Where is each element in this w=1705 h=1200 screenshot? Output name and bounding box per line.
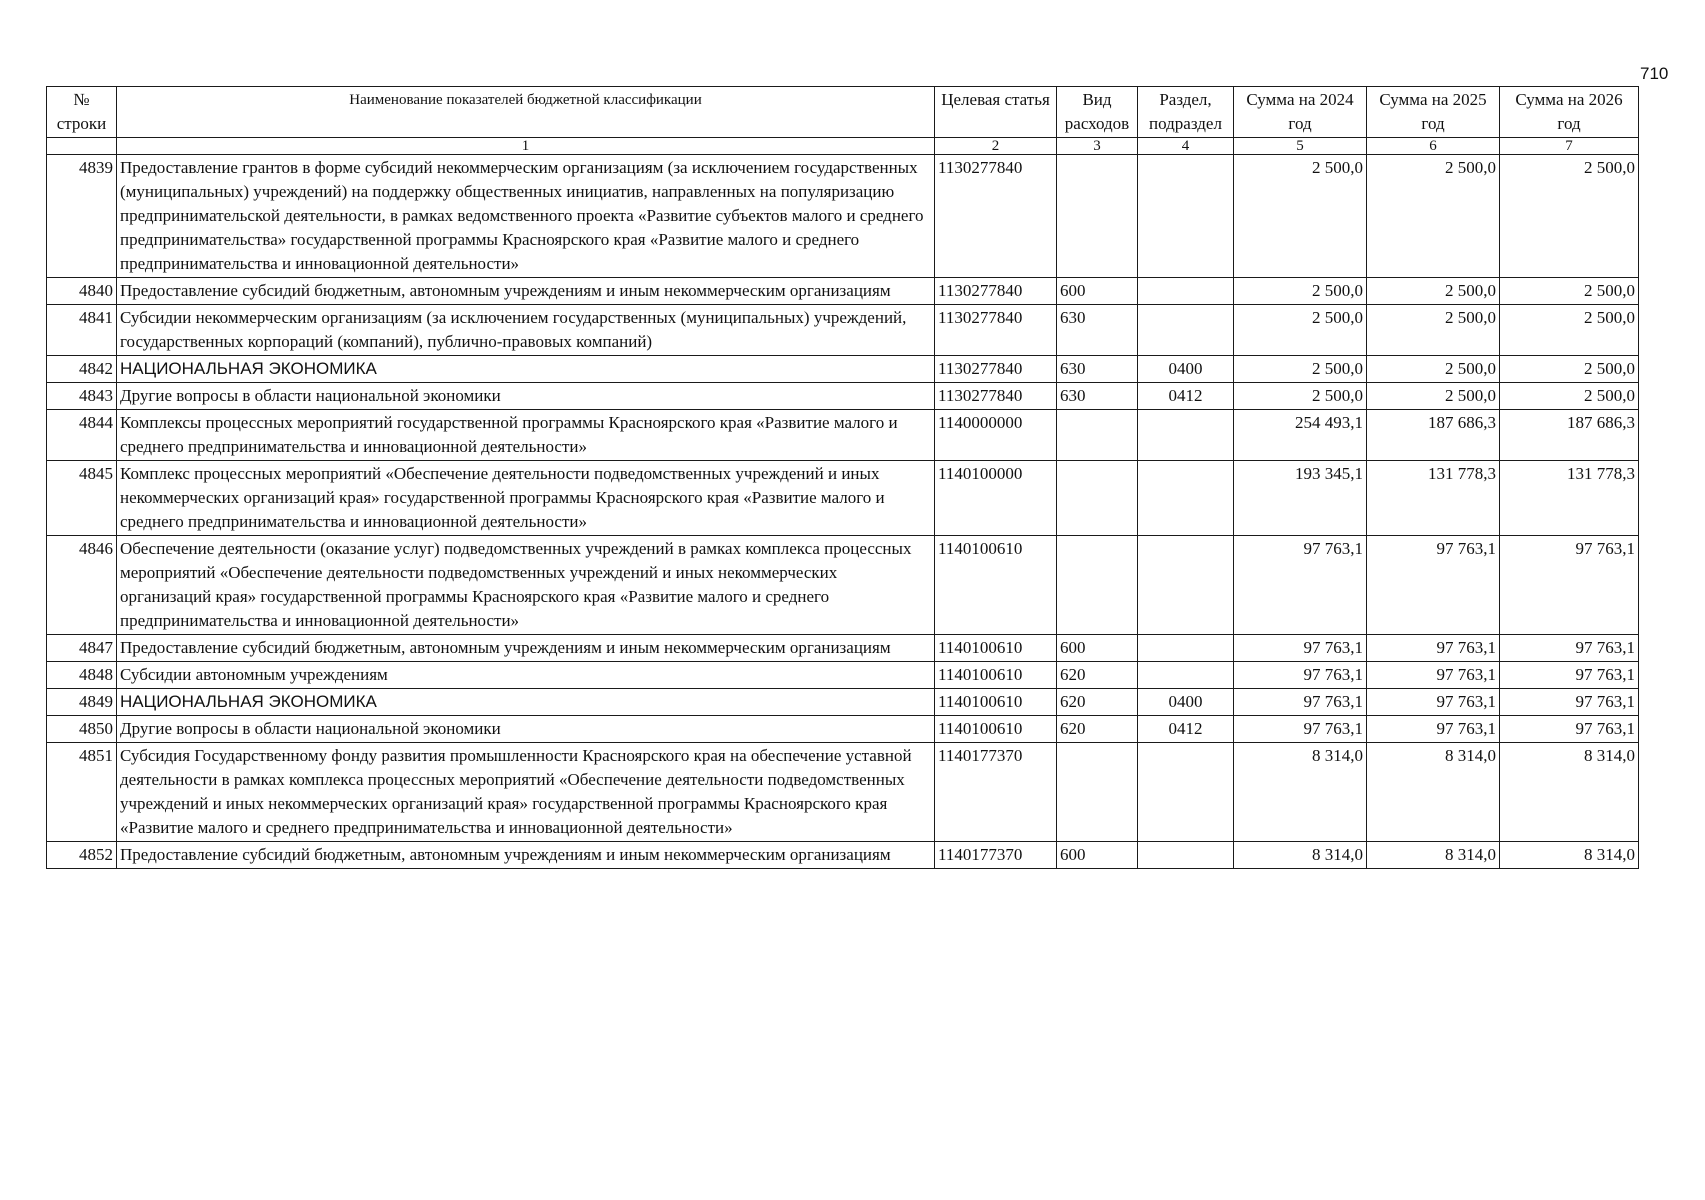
section-cell bbox=[1138, 662, 1234, 689]
sum-2024-cell: 97 763,1 bbox=[1234, 689, 1367, 716]
column-number: 7 bbox=[1500, 138, 1639, 155]
expense-type-cell: 600 bbox=[1057, 635, 1138, 662]
header-name: Наименование показателей бюджетной классификации bbox=[117, 87, 935, 138]
target-article-cell: 1140177370 bbox=[935, 842, 1057, 869]
sum-2026-cell: 97 763,1 bbox=[1500, 635, 1639, 662]
target-article-cell: 1140100610 bbox=[935, 689, 1057, 716]
expense-type-cell bbox=[1057, 536, 1138, 635]
column-number: 4 bbox=[1138, 138, 1234, 155]
section-cell bbox=[1138, 842, 1234, 869]
target-article-cell: 1130277840 bbox=[935, 305, 1057, 356]
row-name-cell: Комплекс процессных мероприятий «Обеспечение деятельности подведомственных учреждений и иных некоммерческих организаций края» государственной программы Красноярского края «Развитие малого и среднего предпринимательства и инновационной деятельности» bbox=[117, 461, 935, 536]
header-sum-2025: Сумма на 2025 год bbox=[1367, 87, 1500, 138]
section-cell: 0400 bbox=[1138, 689, 1234, 716]
row-number-cell: 4848 bbox=[47, 662, 117, 689]
section-cell bbox=[1138, 635, 1234, 662]
row-name-cell: Предоставление грантов в форме субсидий некоммерческим организациям (за исключением государственных (муниципальных) учреждений) на поддержку общественных инициатив, направленных на популяризацию предпринимательской деятельности, в рамках ведомственного проекта «Развитие субъектов малого и среднего предпринимательства» государственной программы Красноярского края «Развитие малого и среднего предпринимательства и инновационной деятельности» bbox=[117, 155, 935, 278]
sum-2024-cell: 254 493,1 bbox=[1234, 410, 1367, 461]
sum-2026-cell: 97 763,1 bbox=[1500, 662, 1639, 689]
row-number-cell: 4845 bbox=[47, 461, 117, 536]
column-number: 3 bbox=[1057, 138, 1138, 155]
target-article-cell: 1140177370 bbox=[935, 743, 1057, 842]
section-cell: 0412 bbox=[1138, 383, 1234, 410]
sum-2025-cell: 2 500,0 bbox=[1367, 155, 1500, 278]
section-cell bbox=[1138, 743, 1234, 842]
budget-sheet bbox=[46, 86, 1639, 869]
row-name-cell: Предоставление субсидий бюджетным, автономным учреждениям и иным некоммерческим организациям bbox=[117, 278, 935, 305]
row-number-cell: 4850 bbox=[47, 716, 117, 743]
target-article-cell: 1140100610 bbox=[935, 662, 1057, 689]
sum-2025-cell: 97 763,1 bbox=[1367, 716, 1500, 743]
table-row bbox=[47, 155, 1639, 278]
expense-type-cell: 630 bbox=[1057, 356, 1138, 383]
section-cell bbox=[1138, 536, 1234, 635]
table-body bbox=[47, 155, 1639, 869]
row-name-cell: Предоставление субсидий бюджетным, автономным учреждениям и иным некоммерческим организациям bbox=[117, 842, 935, 869]
sum-2024-cell: 97 763,1 bbox=[1234, 536, 1367, 635]
section-cell bbox=[1138, 410, 1234, 461]
expense-type-cell bbox=[1057, 461, 1138, 536]
expense-type-cell bbox=[1057, 155, 1138, 278]
expense-type-cell bbox=[1057, 410, 1138, 461]
sum-2024-cell: 97 763,1 bbox=[1234, 716, 1367, 743]
table-row bbox=[47, 743, 1639, 842]
sum-2024-cell: 193 345,1 bbox=[1234, 461, 1367, 536]
sum-2026-cell: 2 500,0 bbox=[1500, 356, 1639, 383]
column-number: 6 bbox=[1367, 138, 1500, 155]
expense-type-cell: 630 bbox=[1057, 305, 1138, 356]
row-number-cell: 4849 bbox=[47, 689, 117, 716]
row-number-cell: 4851 bbox=[47, 743, 117, 842]
expense-type-cell: 630 bbox=[1057, 383, 1138, 410]
target-article-cell: 1130277840 bbox=[935, 383, 1057, 410]
sum-2025-cell: 97 763,1 bbox=[1367, 536, 1500, 635]
row-name-cell: НАЦИОНАЛЬНАЯ ЭКОНОМИКА bbox=[117, 356, 935, 383]
sum-2026-cell: 187 686,3 bbox=[1500, 410, 1639, 461]
row-name-cell: Комплексы процессных мероприятий государственной программы Красноярского края «Развитие малого и среднего предпринимательства и инновационной деятельности» bbox=[117, 410, 935, 461]
expense-type-cell: 620 bbox=[1057, 689, 1138, 716]
row-number-cell: 4844 bbox=[47, 410, 117, 461]
table-row bbox=[47, 356, 1639, 383]
header-row-no: № строки bbox=[47, 87, 117, 138]
sum-2024-cell: 97 763,1 bbox=[1234, 635, 1367, 662]
header-section: Раздел, подраздел bbox=[1138, 87, 1234, 138]
row-number-cell: 4852 bbox=[47, 842, 117, 869]
table-row bbox=[47, 383, 1639, 410]
sum-2024-cell: 8 314,0 bbox=[1234, 842, 1367, 869]
sum-2026-cell: 97 763,1 bbox=[1500, 536, 1639, 635]
column-number bbox=[47, 138, 117, 155]
row-name-cell: Другие вопросы в области национальной экономики bbox=[117, 383, 935, 410]
row-name-cell: Другие вопросы в области национальной экономики bbox=[117, 716, 935, 743]
row-number-cell: 4841 bbox=[47, 305, 117, 356]
sum-2025-cell: 2 500,0 bbox=[1367, 278, 1500, 305]
row-number-cell: 4847 bbox=[47, 635, 117, 662]
table-row bbox=[47, 689, 1639, 716]
expense-type-cell: 600 bbox=[1057, 842, 1138, 869]
table-row bbox=[47, 461, 1639, 536]
row-name-cell: Обеспечение деятельности (оказание услуг) подведомственных учреждений в рамках комплекса процессных мероприятий «Обеспечение деятельности подведомственных учреждений и иных некоммерческих организаций края» государственной программы Красноярского края «Развитие малого и среднего предпринимательства и инновационной деятельности» bbox=[117, 536, 935, 635]
sum-2024-cell: 2 500,0 bbox=[1234, 305, 1367, 356]
sum-2026-cell: 2 500,0 bbox=[1500, 305, 1639, 356]
sum-2024-cell: 2 500,0 bbox=[1234, 383, 1367, 410]
target-article-cell: 1140100610 bbox=[935, 716, 1057, 743]
sum-2025-cell: 187 686,3 bbox=[1367, 410, 1500, 461]
target-article-cell: 1140100610 bbox=[935, 536, 1057, 635]
section-cell: 0400 bbox=[1138, 356, 1234, 383]
sum-2026-cell: 97 763,1 bbox=[1500, 689, 1639, 716]
sum-2025-cell: 8 314,0 bbox=[1367, 743, 1500, 842]
sum-2025-cell: 2 500,0 bbox=[1367, 305, 1500, 356]
sum-2024-cell: 2 500,0 bbox=[1234, 155, 1367, 278]
table-row bbox=[47, 842, 1639, 869]
column-number: 1 bbox=[117, 138, 935, 155]
row-name-cell: Субсидии автономным учреждениям bbox=[117, 662, 935, 689]
table-row bbox=[47, 305, 1639, 356]
header-sum-2026: Сумма на 2026 год bbox=[1500, 87, 1639, 138]
sum-2025-cell: 2 500,0 bbox=[1367, 383, 1500, 410]
sum-2025-cell: 97 763,1 bbox=[1367, 635, 1500, 662]
sum-2024-cell: 97 763,1 bbox=[1234, 662, 1367, 689]
table-row bbox=[47, 635, 1639, 662]
target-article-cell: 1130277840 bbox=[935, 278, 1057, 305]
target-article-cell: 1130277840 bbox=[935, 356, 1057, 383]
sum-2026-cell: 97 763,1 bbox=[1500, 716, 1639, 743]
sum-2026-cell: 8 314,0 bbox=[1500, 842, 1639, 869]
sum-2025-cell: 131 778,3 bbox=[1367, 461, 1500, 536]
column-number: 2 bbox=[935, 138, 1057, 155]
page-number: 710 bbox=[1640, 64, 1669, 83]
row-number-cell: 4839 bbox=[47, 155, 117, 278]
sum-2026-cell: 131 778,3 bbox=[1500, 461, 1639, 536]
sum-2026-cell: 2 500,0 bbox=[1500, 155, 1639, 278]
sum-2025-cell: 97 763,1 bbox=[1367, 689, 1500, 716]
sum-2026-cell: 2 500,0 bbox=[1500, 278, 1639, 305]
sum-2024-cell: 2 500,0 bbox=[1234, 278, 1367, 305]
budget-table bbox=[46, 86, 1639, 869]
header-row bbox=[47, 87, 1639, 138]
sum-2026-cell: 2 500,0 bbox=[1500, 383, 1639, 410]
row-name-cell: Предоставление субсидий бюджетным, автономным учреждениям и иным некоммерческим организациям bbox=[117, 635, 935, 662]
section-cell bbox=[1138, 461, 1234, 536]
column-number: 5 bbox=[1234, 138, 1367, 155]
section-cell: 0412 bbox=[1138, 716, 1234, 743]
table-row bbox=[47, 536, 1639, 635]
header-expense-type: Вид расходов bbox=[1057, 87, 1138, 138]
target-article-cell: 1130277840 bbox=[935, 155, 1057, 278]
expense-type-cell: 620 bbox=[1057, 662, 1138, 689]
expense-type-cell bbox=[1057, 743, 1138, 842]
row-number-cell: 4843 bbox=[47, 383, 117, 410]
table-row bbox=[47, 716, 1639, 743]
expense-type-cell: 620 bbox=[1057, 716, 1138, 743]
row-number-cell: 4846 bbox=[47, 536, 117, 635]
column-number-row bbox=[47, 138, 1639, 155]
target-article-cell: 1140000000 bbox=[935, 410, 1057, 461]
section-cell bbox=[1138, 305, 1234, 356]
sum-2024-cell: 8 314,0 bbox=[1234, 743, 1367, 842]
sum-2026-cell: 8 314,0 bbox=[1500, 743, 1639, 842]
row-number-cell: 4842 bbox=[47, 356, 117, 383]
section-cell bbox=[1138, 278, 1234, 305]
table-row bbox=[47, 278, 1639, 305]
row-name-cell: Субсидия Государственному фонду развития промышленности Красноярского края на обеспечение уставной деятельности в рамках комплекса процессных мероприятий «Обеспечение деятельности подведомственных учреждений и иных некоммерческих организаций края» государственной программы Красноярского края «Развитие малого и среднего предпринимательства и инновационной деятельности» bbox=[117, 743, 935, 842]
sum-2024-cell: 2 500,0 bbox=[1234, 356, 1367, 383]
sum-2025-cell: 97 763,1 bbox=[1367, 662, 1500, 689]
target-article-cell: 1140100000 bbox=[935, 461, 1057, 536]
section-cell bbox=[1138, 155, 1234, 278]
target-article-cell: 1140100610 bbox=[935, 635, 1057, 662]
row-name-cell: НАЦИОНАЛЬНАЯ ЭКОНОМИКА bbox=[117, 689, 935, 716]
header-sum-2024: Сумма на 2024 год bbox=[1234, 87, 1367, 138]
sum-2025-cell: 2 500,0 bbox=[1367, 356, 1500, 383]
expense-type-cell: 600 bbox=[1057, 278, 1138, 305]
header-target: Целевая статья bbox=[935, 87, 1057, 138]
row-name-cell: Субсидии некоммерческим организациям (за исключением государственных (муниципальных) учреждений, государственных корпораций (компаний), публично-правовых компаний) bbox=[117, 305, 935, 356]
row-number-cell: 4840 bbox=[47, 278, 117, 305]
table-row bbox=[47, 410, 1639, 461]
sum-2025-cell: 8 314,0 bbox=[1367, 842, 1500, 869]
table-row bbox=[47, 662, 1639, 689]
